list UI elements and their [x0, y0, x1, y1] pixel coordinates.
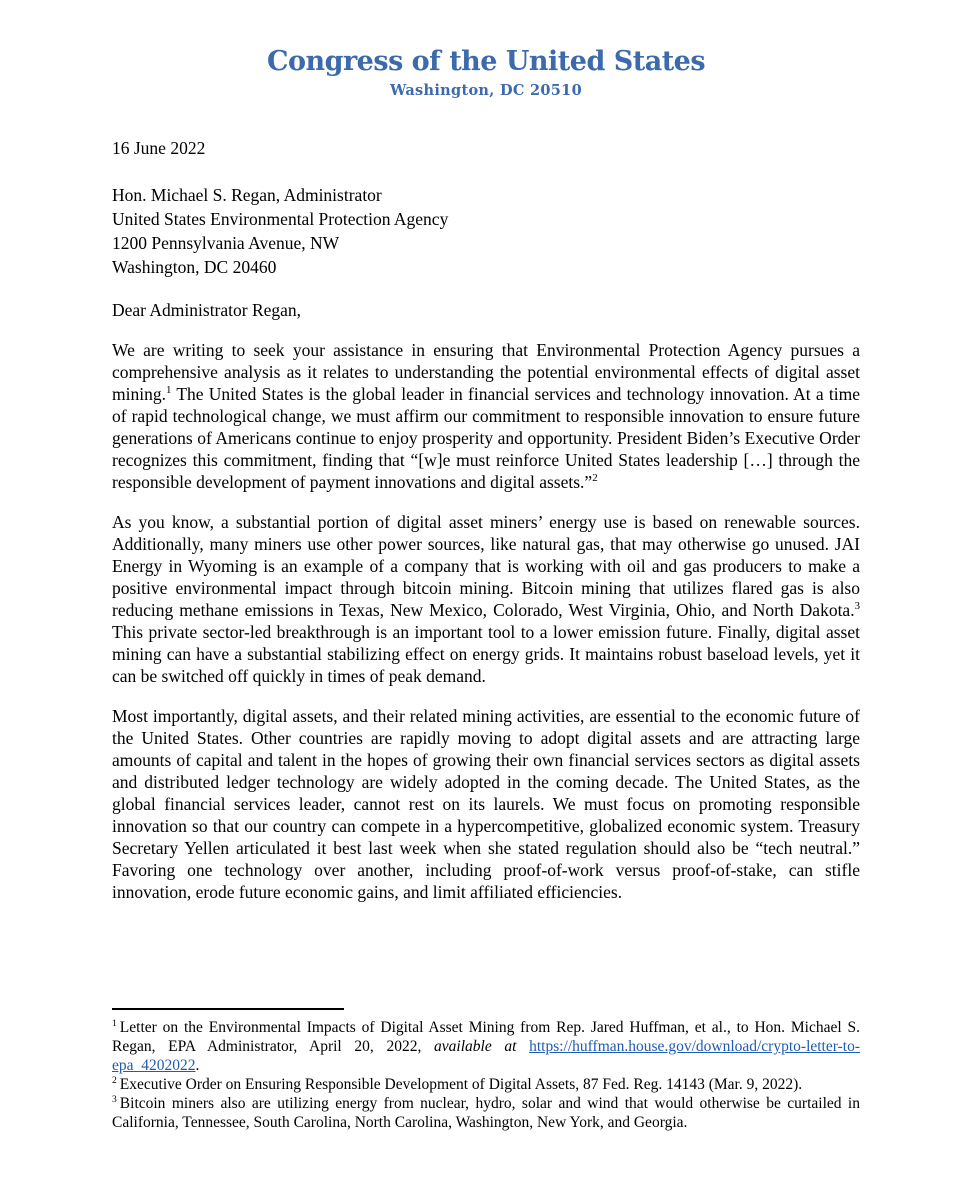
body-paragraph-2 — [112, 511, 860, 687]
footnote-italic-text: available at — [434, 1038, 530, 1055]
body-paragraph-3 — [112, 705, 860, 903]
footnote-text-end: . — [195, 1057, 200, 1074]
footnote-link[interactable]: https://huffman.house.gov/download/crypto-letter-to-epa_4202022 — [112, 1038, 860, 1074]
footnote-text: Letter on the Environmental Impacts of Digital Asset Mining from Rep. Jared Huffman, et al., to Hon. Michael S. Regan, EPA Administrator, April 20, 2022, — [112, 1019, 860, 1055]
recipient-address — [112, 183, 860, 279]
paragraph-text: We are writing to seek your assistance in ensuring that Environmental Protection Agency pursues a comprehensive analysis as it relates to understanding the potential environmental effects of digital asset mining. — [112, 340, 860, 404]
footnote-ref-1: 1 — [165, 384, 172, 397]
paragraph-text: This private sector-led breakthrough is an important tool to a lower emission future. Finally, digital asset mining can have a substantial stabilizing effect on energy grids. It maintains robust baseload levels, yet it can be switched off quickly in times of peak demand. — [112, 622, 860, 686]
body-paragraph-1 — [112, 339, 860, 493]
letterhead — [112, 0, 860, 101]
letter-date: 16 June 2022 — [112, 138, 206, 158]
letterhead-title: Congress of the United States — [266, 46, 706, 77]
footnote-marker-3: 3 — [112, 1093, 117, 1105]
recipient-city-line: Washington, DC 20460 — [112, 257, 277, 277]
footnote-marker-2: 2 — [112, 1074, 117, 1086]
recipient-name-line: Hon. Michael S. Regan, Administrator — [112, 185, 382, 205]
footnote-separator-rule — [112, 1008, 344, 1010]
footnote-ref-2: 2 — [592, 472, 598, 485]
footnote-text: Bitcoin miners also are utilizing energy from nuclear, hydro, solar and wind that would otherwise be curtailed in California, Tennessee, South Carolina, North Carolina, Washington, New York, and Georgia. — [112, 1095, 860, 1131]
footnote-3 — [112, 1094, 860, 1132]
footnote-text: Executive Order on Ensuring Responsible Development of Digital Assets, 87 Fed. Reg. 14143 (Mar. 9, 2022). — [119, 1076, 803, 1093]
paragraph-text: The United States is the global leader in financial services and technology innovation. At a time of rapid technological change, we must affirm our commitment to responsible innovation to ensure future generations of Americans continue to enjoy prosperity and opportunity. President Biden’s Executive Order recognizes this commitment, finding that “[w]e must reinforce United States leadership […] through the responsible development of payment innovations and digital assets.” — [112, 384, 860, 492]
paragraph-text: As you know, a substantial portion of digital asset miners’ energy use is based on renewable sources. Additionally, many miners use other power sources, like natural gas, that may otherwise go unused. JAI Energy in Wyoming is an example of a company that is working with oil and gas producers to make a positive environmental impact through bitcoin mining. Bitcoin mining that utilizes flared gas is also reducing methane emissions in Texas, New Mexico, Colorado, West Virginia, Ohio, and North Dakota. — [112, 512, 860, 620]
salutation: Dear Administrator Regan, — [112, 300, 302, 320]
recipient-street-line: 1200 Pennsylvania Avenue, NW — [112, 233, 340, 253]
footnotes-section — [112, 1008, 860, 1132]
paragraph-text: Most importantly, digital assets, and their related mining activities, are essential to the economic future of the United States. Other countries are rapidly moving to adopt digital assets and are attracting large amounts of capital and talent in the hopes of growing their own financial services sectors as digital assets and distributed ledger technology are widely adopted in the coming decade. The United States, as the global financial services leader, cannot rest on its laurels. We must focus on promoting responsible innovation so that our country can compete in a hypercompetitive, globalized economic system. Treasury Secretary Yellen articulated it best last week when she stated regulation should also be “tech neutral.” Favoring one technology over another, including proof-of-work versus proof-of-stake, can stifle innovation, erode future economic gains, and limit affiliated efficiencies. — [112, 706, 860, 902]
recipient-agency-line: United States Environmental Protection Agency — [112, 209, 449, 229]
footnote-1 — [112, 1018, 860, 1075]
letterhead-subtitle: Washington, DC 20510 — [390, 82, 582, 99]
footnote-ref-3: 3 — [854, 600, 860, 613]
footnote-2 — [112, 1075, 860, 1094]
footnote-marker-1: 1 — [112, 1017, 117, 1029]
